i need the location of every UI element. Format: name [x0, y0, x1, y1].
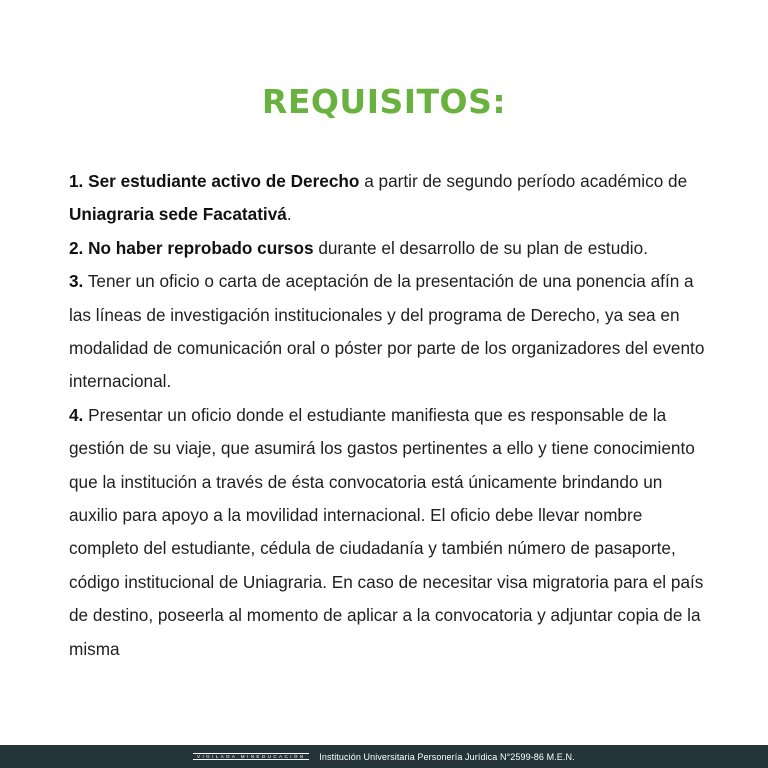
requirement-1-campus: Uniagraria sede Facatativá [69, 204, 287, 225]
requirement-1-strong: Ser estudiante activo de Derecho [88, 171, 360, 191]
requirement-1-number: 1. [69, 171, 84, 191]
vigilada-label: VIGILADA MINEDUCACIÓN [196, 754, 306, 759]
requirement-1-end: . [286, 204, 292, 225]
vigilada-mineducacion-mark [193, 753, 309, 760]
requirement-4-text: Presentar un oficio donde el estudiante manifiesta que es responsable de la gestión de su viaje, que asumirá los gastos pertinentes a ello y tiene conocimiento que la institución a través de ésta convocatoria está únicamente brindando un auxilio para apoyo a la movilidad internacional. El oficio debe llevar nombre completo del estudiante, cédula de ciudadanía y también número de pasaporte, código institucional de Uniagraria. En caso de necesitar visa migratoria para el país de destino, poseerla al momento de aplicar a la convocatoria y adjuntar copia de la misma [69, 404, 704, 659]
requirement-2-strong: No haber reprobado cursos [88, 237, 314, 258]
requirement-3 [69, 265, 709, 399]
requirement-2-number: 2. [69, 237, 84, 258]
page-title: REQUISITOS: [261, 82, 507, 121]
requirement-4-number: 4. [69, 404, 84, 425]
requirement-4 [69, 399, 709, 666]
vigilada-rule-bottom [193, 759, 309, 760]
requirement-3-number: 3. [69, 271, 84, 292]
requirement-2-text: durante el desarrollo de su plan de estudio. [318, 237, 648, 258]
footer-bar [0, 745, 768, 768]
requirement-3-text: Tener un oficio o carta de aceptación de la presentación de una ponencia afín a las líneas de investigación institucionales y del programa de Derecho, ya sea en modalidad de comunicación oral o póster por parte de los organizadores del evento internacional. [69, 271, 705, 392]
requirements-list [69, 165, 709, 666]
footer-legal-text: Institución Universitaria Personería Jurídica N°2599-86 M.E.N. [319, 751, 575, 762]
requirement-1-text: a partir de segundo período académico de [364, 171, 688, 191]
requirement-2 [69, 232, 709, 265]
requirement-1 [69, 165, 709, 232]
